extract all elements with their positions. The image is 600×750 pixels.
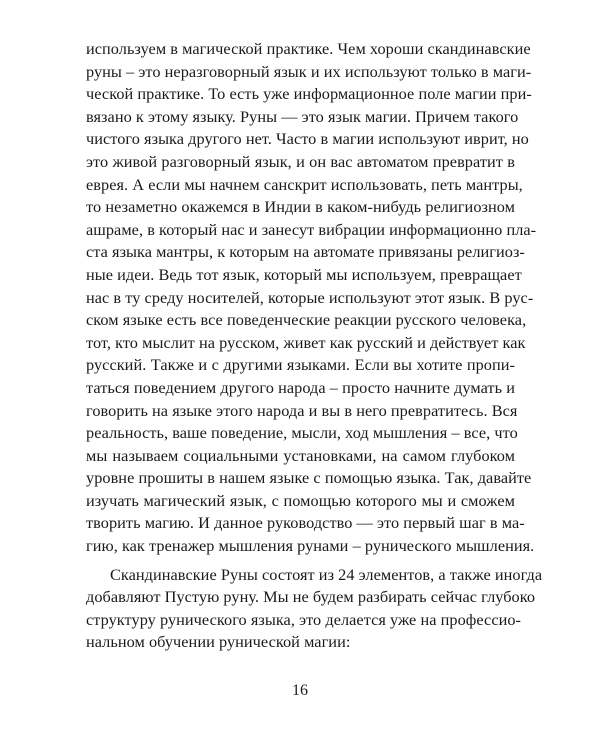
text-line: чистого языка другого нет. Часто в магии используют иврит, но [86, 129, 529, 149]
text-line: еврея. А если мы начнем санскрит использовать, петь мантры, [86, 174, 523, 194]
text-line: изучать магический язык, с помощью которого мы и сможем [86, 490, 515, 510]
text-line: это живой разговорный язык, и он вас автоматом превратит в [86, 151, 515, 171]
text-line: ста языка мантры, к которым на автомате привязаны религиоз- [86, 242, 525, 262]
page-number: 16 [292, 682, 308, 699]
text-line: добавляют Пустую руну. Мы не будем разбирать сейчас глубоко [86, 587, 536, 607]
text-line: ашраме, в который нас и занесут вибрации информационно пла- [86, 219, 537, 239]
text-line: структуру рунического языка, это делается уже на профессио- [86, 609, 522, 629]
text-line: уровне прошиты в нашем языке с помощью языка. Так, давайте [86, 468, 532, 488]
text-line: ском языке есть все поведенческие реакции русского человека, [86, 310, 527, 330]
text-line: Скандинавские Руны состоят из 24 элементов, а также иногда [110, 564, 543, 584]
text-line: тот, кто мыслит на русском, живет как русский и действует как [86, 332, 526, 352]
text-line: мы называем социальными установками, на самом глубоком [86, 445, 515, 465]
text-line: нальном обучении рунической магии: [86, 632, 351, 652]
text-line: используем в магической практике. Чем хороши скандинавские [86, 39, 531, 58]
text-line: русский. Также и с другими языками. Если вы хотите пропи- [86, 355, 515, 375]
text-line: руны – это неразговорный язык и их используют только в маги- [86, 61, 532, 81]
text-line: ческой практике. То есть уже информационное поле магии при- [86, 84, 532, 104]
text-line: говорить на языке этого народа и вы в него превратитесь. Вся [86, 400, 518, 420]
text-line: то незаметно окажемся в Индии в каком-нибудь религиозном [86, 197, 515, 217]
text-line: таться поведением другого народа – просто начните думать и [86, 377, 515, 397]
paragraph-2 [86, 564, 543, 654]
text-line: нас в ту среду носителей, которые используют этот язык. В рус- [86, 287, 534, 307]
text-line: гию, как тренажер мышления рунами – рунического мышления. [86, 536, 535, 556]
text-line: творить магию. И данное руководство — это первый шаг в ма- [86, 513, 525, 533]
text-line: реальность, ваше поведение, мысли, ход мышления – все, что [86, 423, 518, 443]
text-line: вязано к этому языку. Руны — это язык магии. Причем такого [86, 106, 519, 126]
paragraph-1 [86, 38, 537, 558]
page-body [86, 38, 543, 654]
text-line: ные идеи. Ведь тот язык, который мы используем, превращает [86, 264, 522, 284]
